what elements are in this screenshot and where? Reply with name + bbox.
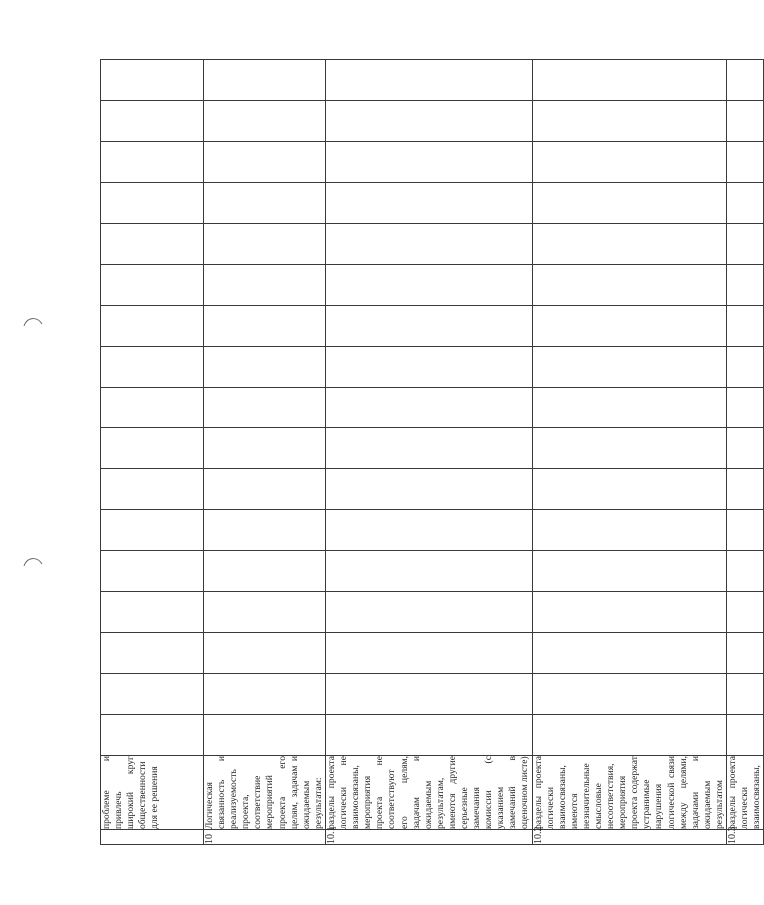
score-cell bbox=[204, 428, 326, 469]
score-cell bbox=[532, 182, 727, 223]
score-cell bbox=[727, 551, 764, 592]
score-cell bbox=[532, 101, 727, 142]
criterion-text: Логическая связанность и реализуемость проекта, соответствие мероприятий проекта его целям, задачам и ожидаемым результатам: bbox=[204, 753, 324, 829]
row-number-cell: 10.1 bbox=[325, 830, 532, 845]
score-cell bbox=[101, 387, 204, 428]
score-cell bbox=[727, 469, 764, 510]
score-cell bbox=[325, 182, 532, 223]
score-cell bbox=[727, 715, 764, 756]
criterion-cell bbox=[532, 753, 727, 830]
score-cell bbox=[532, 346, 727, 387]
score-cell bbox=[204, 264, 326, 305]
score-cell bbox=[727, 264, 764, 305]
criterion-cell bbox=[204, 753, 326, 830]
score-cell bbox=[204, 469, 326, 510]
score-cell bbox=[204, 715, 326, 756]
score-cell bbox=[204, 674, 326, 715]
score-cell bbox=[204, 633, 326, 674]
score-cell bbox=[532, 264, 727, 305]
score-cell bbox=[325, 592, 532, 633]
score-cell bbox=[727, 674, 764, 715]
score-cell bbox=[532, 60, 727, 101]
table-row bbox=[101, 60, 204, 845]
score-cell bbox=[532, 387, 727, 428]
score-cell bbox=[727, 428, 764, 469]
score-cell bbox=[325, 264, 532, 305]
score-cell bbox=[204, 510, 326, 551]
score-cell bbox=[532, 305, 727, 346]
score-cell bbox=[532, 633, 727, 674]
score-cell bbox=[101, 510, 204, 551]
score-cell bbox=[325, 60, 532, 101]
row-number-cell: 10.2 bbox=[532, 830, 727, 845]
score-cell bbox=[532, 674, 727, 715]
score-cell bbox=[101, 715, 204, 756]
score-cell bbox=[325, 387, 532, 428]
score-cell bbox=[101, 346, 204, 387]
score-cell bbox=[204, 141, 326, 182]
score-cell bbox=[204, 182, 326, 223]
criterion-text: разделы проекта логически не взаимосвязаны, мероприятия проекта не соответствуют его целям, задачам и ожидаемым результатам, имеются другие серьезные замечания комиссии (с указанием замечаний в оценочном листе) bbox=[325, 753, 531, 829]
score-cell bbox=[727, 387, 764, 428]
score-cell bbox=[727, 101, 764, 142]
score-cell bbox=[204, 60, 326, 101]
score-cell bbox=[325, 305, 532, 346]
score-cell bbox=[325, 674, 532, 715]
criterion-text: проблеме и привлечь широкий круг общественности для ее решения bbox=[101, 753, 161, 829]
score-cell bbox=[101, 428, 204, 469]
score-cell bbox=[727, 60, 764, 101]
score-cell bbox=[101, 141, 204, 182]
score-cell bbox=[532, 715, 727, 756]
score-cell bbox=[101, 223, 204, 264]
table-row bbox=[325, 60, 532, 845]
score-cell bbox=[325, 715, 532, 756]
score-cell bbox=[325, 101, 532, 142]
criterion-cell bbox=[325, 753, 532, 830]
score-cell bbox=[325, 346, 532, 387]
score-cell bbox=[532, 551, 727, 592]
score-cell bbox=[101, 633, 204, 674]
score-cell bbox=[204, 551, 326, 592]
score-cell bbox=[101, 60, 204, 101]
score-cell bbox=[101, 551, 204, 592]
table-row bbox=[204, 60, 326, 845]
score-cell bbox=[727, 305, 764, 346]
score-cell bbox=[204, 592, 326, 633]
score-cell bbox=[101, 182, 204, 223]
score-cell bbox=[325, 633, 532, 674]
row-number-cell: 10 bbox=[204, 830, 326, 845]
score-cell bbox=[101, 264, 204, 305]
score-cell bbox=[101, 674, 204, 715]
score-cell bbox=[532, 141, 727, 182]
row-number-cell: 10.3 bbox=[727, 830, 764, 845]
scan-mark-top bbox=[22, 314, 46, 328]
scan-mark-bottom bbox=[22, 554, 46, 568]
score-cell bbox=[727, 346, 764, 387]
score-cell bbox=[204, 387, 326, 428]
score-cell bbox=[727, 592, 764, 633]
table-row bbox=[727, 60, 764, 845]
evaluation-table bbox=[100, 59, 764, 845]
score-cell bbox=[325, 469, 532, 510]
score-cell bbox=[101, 101, 204, 142]
score-cell bbox=[727, 141, 764, 182]
score-cell bbox=[101, 592, 204, 633]
score-cell bbox=[325, 428, 532, 469]
score-cell bbox=[325, 510, 532, 551]
score-cell bbox=[532, 223, 727, 264]
score-cell bbox=[727, 510, 764, 551]
criterion-text: разделы проекта логически взаимосвязаны, bbox=[727, 753, 763, 829]
rotated-table-container bbox=[100, 60, 763, 845]
criterion-cell bbox=[727, 753, 764, 830]
score-cell bbox=[532, 510, 727, 551]
criterion-cell bbox=[101, 753, 204, 830]
score-cell bbox=[101, 305, 204, 346]
score-cell bbox=[325, 141, 532, 182]
score-cell bbox=[727, 633, 764, 674]
score-cell bbox=[204, 101, 326, 142]
score-cell bbox=[325, 551, 532, 592]
score-cell bbox=[532, 469, 727, 510]
row-number-cell bbox=[101, 830, 204, 845]
score-cell bbox=[532, 428, 727, 469]
score-cell bbox=[204, 346, 326, 387]
score-cell bbox=[727, 182, 764, 223]
score-cell bbox=[204, 305, 326, 346]
table-row bbox=[532, 60, 727, 845]
score-cell bbox=[101, 469, 204, 510]
score-cell bbox=[727, 223, 764, 264]
score-cell bbox=[204, 223, 326, 264]
score-cell bbox=[325, 223, 532, 264]
score-cell bbox=[532, 592, 727, 633]
criterion-text: разделы проекта логически взаимосвязаны, имеются незначительные смысловые несоответствия, мероприятия проекта содержат устранимые нарушения логической связи между целями, задачами и ожидаемым результатом bbox=[532, 753, 725, 829]
